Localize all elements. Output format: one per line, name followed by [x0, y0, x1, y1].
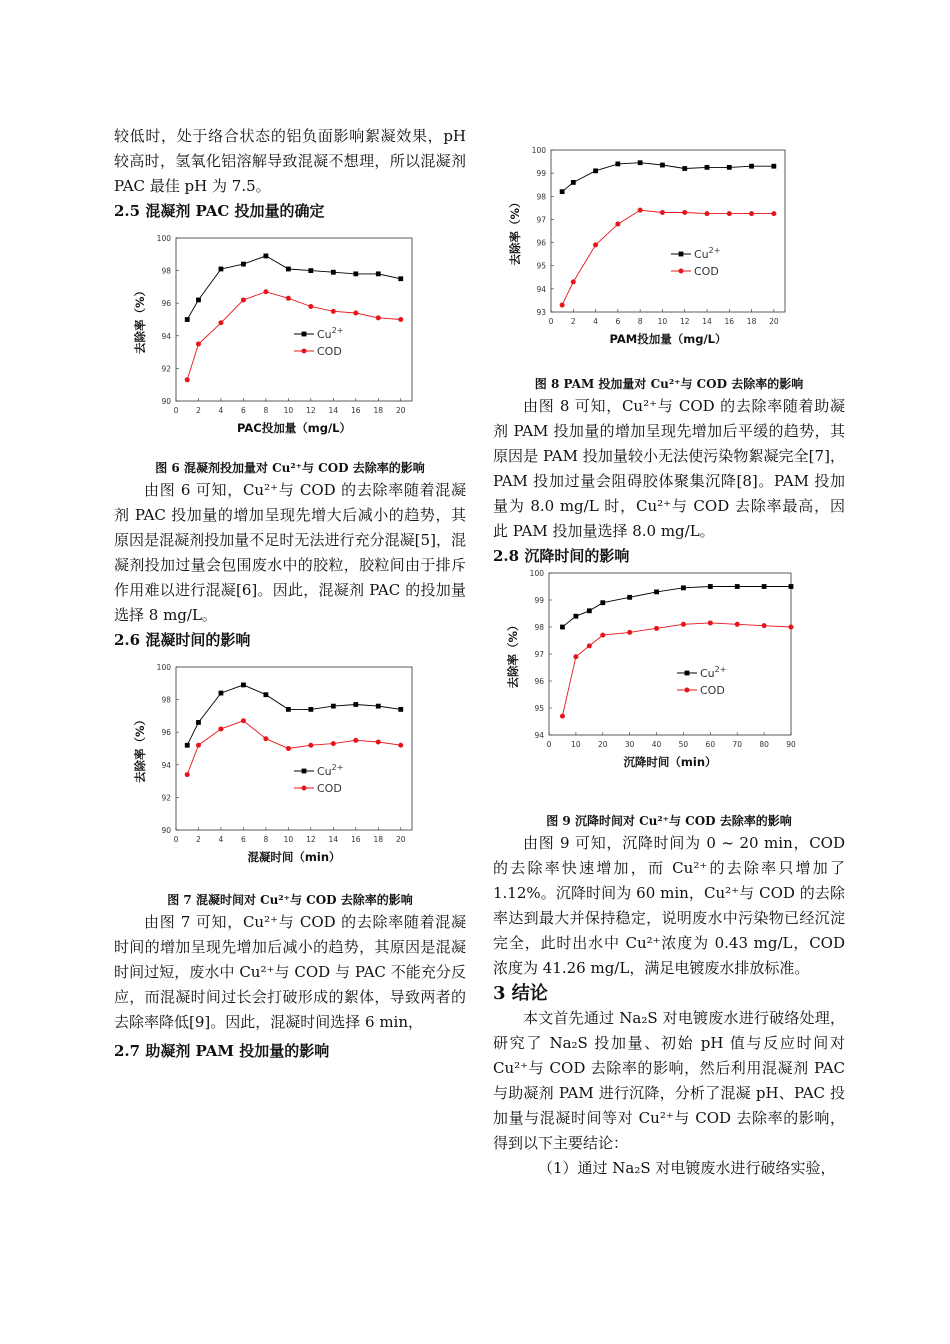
series-line [562, 623, 791, 716]
x-tick-label: 2 [570, 317, 576, 326]
legend-label: $Cu^{2+}$ [700, 665, 727, 680]
y-tick-label: 97 [534, 650, 544, 659]
x-tick-label: 6 [241, 406, 246, 415]
x-tick-label: 60 [705, 740, 716, 749]
data-point [241, 683, 246, 688]
y-tick-label: 95 [536, 261, 546, 271]
legend-marker [685, 671, 690, 676]
data-point [196, 720, 201, 725]
legend-marker [302, 786, 307, 791]
x-tick-label: 70 [732, 740, 742, 749]
legend-label: $Cu^{2+}$ [694, 246, 721, 261]
legend-label: COD [317, 782, 342, 795]
data-point [682, 210, 687, 215]
x-tick-label: 4 [218, 406, 224, 415]
data-point [593, 168, 598, 173]
x-tick-label: 0 [173, 835, 179, 844]
series-line [187, 292, 401, 380]
data-point [376, 271, 381, 276]
data-point [682, 166, 687, 171]
legend-marker [302, 769, 307, 774]
x-tick-label: 8 [263, 406, 269, 415]
figure-7-discussion: 由图 7 可知，Cu²⁺与 COD 的去除率随着混凝时间的增加呈现先增加后减小的趋势，其原因是混凝时间过短，废水中 Cu²⁺与 COD 与 PAC 不能充分反应，而混凝时间过长会打破形成的絮体，导致两者的去除率降低[9]。因此，混凝时间选择 6 min， [114, 913, 466, 1031]
y-tick-label: 94 [161, 331, 171, 341]
data-point [264, 254, 269, 259]
x-tick-label: 20 [769, 317, 779, 326]
figure-8-discussion: 由图 8 可知，Cu²⁺与 COD 的去除率随着助凝剂 PAM 投加量的增加呈现先增加后平缓的趋势，其原因是 PAM 投加量较小无法使污染物絮凝完全[7]，PAM 投加过量会阻碍胶体聚集沉降[8]。PAM 投加量为 8.0 mg/L 时，Cu²⁺与 COD 去除率最高，因此 PAM 投加量选择 8.0 mg/L。 [493, 397, 845, 540]
y-axis-label: 去除率（%） [508, 196, 522, 266]
data-point [308, 743, 313, 748]
data-point [660, 210, 665, 215]
series-line [562, 163, 774, 192]
y-tick-label: 98 [161, 266, 171, 276]
y-axis-label: 去除率（%） [133, 284, 147, 355]
data-point [353, 271, 358, 276]
data-point [218, 726, 223, 731]
data-point [762, 584, 767, 589]
data-point [749, 164, 754, 169]
y-tick-label: 93 [536, 308, 546, 317]
data-point [263, 736, 268, 741]
data-point [398, 743, 403, 748]
data-point [571, 279, 576, 284]
plot-frame [176, 667, 412, 830]
data-point [331, 270, 336, 275]
y-tick-label: 99 [536, 169, 546, 179]
data-point [241, 262, 246, 267]
data-point [771, 164, 776, 169]
figure-8-caption: 图 8 PAM 投加量对 Cu²⁺与 COD 去除率的影响 [534, 377, 804, 391]
conclusion-paragraph: 本文首先通过 Na₂S 对电镀废水进行破络处理，研究了 Na₂S 投加量、初始 pH 值与反应时间对 Cu²⁺与 COD 去除率的影响，然后利用混凝剂 PAC 与助凝剂 PAM 进行沉降，分析了混凝 pH、PAC 投加量与混凝时间等对 Cu²⁺与 COD 去除率的影响，得到以下主要结论： [493, 1009, 845, 1152]
series-line [562, 587, 791, 628]
data-point [638, 160, 643, 165]
x-tick-label: 8 [637, 317, 643, 326]
data-point [353, 702, 358, 707]
figure-9-chart [493, 569, 845, 801]
legend-marker [685, 688, 690, 693]
section-2-7-heading: 2.7 助凝剂 PAM 投加量的影响 [114, 1042, 330, 1060]
y-tick-label: 94 [161, 760, 171, 770]
y-tick-label: 90 [161, 826, 171, 835]
x-tick-label: 20 [598, 740, 608, 749]
x-tick-label: 16 [351, 406, 361, 415]
data-point [331, 309, 336, 314]
x-axis-label: 混凝时间（min） [247, 850, 341, 864]
x-tick-label: 30 [624, 740, 635, 749]
legend-label: COD [317, 345, 342, 358]
data-point [708, 584, 713, 589]
data-point [219, 267, 224, 272]
data-point [196, 341, 201, 346]
x-tick-label: 14 [702, 317, 712, 326]
legend-marker [302, 349, 307, 354]
x-tick-label: 4 [593, 317, 598, 326]
data-point [241, 297, 246, 302]
data-point [398, 317, 403, 322]
data-point [593, 242, 598, 247]
data-point [627, 630, 632, 635]
data-point [398, 276, 403, 281]
data-point [789, 584, 794, 589]
figure-6-discussion: 由图 6 可知，Cu²⁺与 COD 的去除率随着混凝剂 PAC 投加量的增加呈现先增大后减小的趋势，其原因是混凝剂投加量不足时无法进行充分混凝[5]，混凝剂投加过量会包围废水中的胶粒，胶粒间由于排斥作用难以进行混凝[6]。因此，混凝剂 PAC 的投加量选择 8 mg/L。 [114, 481, 466, 624]
y-tick-label: 98 [161, 695, 171, 705]
x-axis-label: PAM投加量（mg/L） [609, 332, 727, 346]
x-tick-label: 16 [351, 835, 361, 844]
series-line [187, 256, 401, 320]
y-axis-label: 去除率（%） [506, 619, 520, 689]
figure-9 [493, 569, 845, 801]
figure-6-caption: 图 6 混凝剂投加量对 Cu²⁺与 COD 去除率的影响 [155, 461, 425, 475]
data-point [735, 622, 740, 627]
data-point [353, 738, 358, 743]
figure-7 [114, 653, 466, 891]
data-point [308, 304, 313, 309]
conclusion-item-1: （1）通过 Na₂S 对电镀废水进行破络实验， [538, 1159, 836, 1177]
data-point [264, 692, 269, 697]
data-point [560, 714, 565, 719]
data-point [749, 211, 754, 216]
x-tick-label: 12 [306, 835, 316, 844]
figure-7-chart [114, 653, 466, 891]
data-point [681, 622, 686, 627]
data-point [185, 743, 190, 748]
data-point [308, 707, 313, 712]
data-point [600, 633, 605, 638]
figure-7-caption: 图 7 混凝时间对 Cu²⁺与 COD 去除率的影响 [167, 893, 413, 907]
figure-6 [114, 224, 466, 460]
intro-paragraph: 较低时，处于络合状态的铝负面影响絮凝效果，pH 较高时，氢氧化铝溶解导致混凝不想理，所以混凝剂 PAC 最佳 pH 为 7.5。 [114, 127, 466, 195]
data-point [771, 211, 776, 216]
section-2-6-heading: 2.6 混凝时间的影响 [114, 631, 251, 649]
data-point [789, 625, 794, 630]
left-column [114, 124, 466, 1064]
data-point [727, 165, 732, 170]
y-tick-label: 100 [156, 663, 171, 672]
series-line [562, 210, 774, 305]
data-point [263, 289, 268, 294]
x-tick-label: 10 [283, 835, 294, 844]
x-tick-label: 6 [615, 317, 621, 326]
data-point [638, 208, 643, 213]
legend-label: $Cu^{2+}$ [317, 326, 344, 341]
y-tick-label: 94 [534, 731, 544, 740]
legend-marker [679, 252, 684, 257]
x-tick-label: 40 [651, 740, 662, 749]
legend-marker [679, 269, 684, 274]
x-tick-label: 6 [241, 835, 246, 844]
data-point [286, 746, 291, 751]
y-tick-label: 100 [156, 234, 171, 243]
data-point [571, 180, 576, 185]
plot-frame [549, 573, 791, 735]
data-point [573, 654, 578, 659]
x-tick-label: 2 [196, 406, 201, 415]
x-axis-label: PAC投加量（mg/L） [237, 421, 351, 435]
data-point [681, 585, 686, 590]
x-tick-label: 14 [328, 835, 339, 844]
data-point [560, 303, 565, 308]
x-tick-label: 16 [724, 317, 735, 326]
x-tick-label: 18 [746, 317, 757, 326]
data-point [286, 707, 291, 712]
x-tick-label: 50 [678, 740, 689, 749]
x-tick-label: 0 [546, 740, 552, 749]
legend-label: COD [700, 684, 725, 697]
y-tick-label: 98 [534, 623, 544, 632]
x-axis-label: 沉降时间（min） [623, 755, 717, 769]
x-tick-label: 10 [283, 406, 294, 415]
x-tick-label: 18 [373, 406, 384, 415]
y-tick-label: 90 [161, 397, 171, 406]
data-point [376, 315, 381, 320]
data-point [573, 614, 578, 619]
data-point [196, 743, 201, 748]
section-3-heading: 3 结论 [493, 983, 548, 1004]
x-tick-label: 14 [328, 406, 339, 415]
legend-marker [302, 332, 307, 337]
x-tick-label: 18 [373, 835, 384, 844]
y-tick-label: 98 [536, 192, 546, 202]
data-point [615, 222, 620, 227]
data-point [727, 211, 732, 216]
data-point [308, 268, 313, 273]
data-point [615, 161, 620, 166]
y-tick-label: 96 [534, 677, 544, 686]
data-point [286, 267, 291, 272]
y-tick-label: 94 [536, 284, 546, 294]
data-point [241, 718, 246, 723]
x-tick-label: 80 [759, 740, 769, 749]
data-point [660, 163, 665, 168]
y-tick-label: 99 [534, 596, 544, 605]
y-tick-label: 100 [531, 146, 546, 155]
data-point [185, 317, 190, 322]
data-point [654, 626, 659, 631]
x-tick-label: 2 [196, 835, 201, 844]
data-point [218, 320, 223, 325]
data-point [398, 707, 403, 712]
x-tick-label: 10 [571, 740, 581, 749]
data-point [705, 211, 710, 216]
x-tick-label: 0 [173, 406, 179, 415]
figure-8-chart [493, 146, 845, 346]
y-tick-label: 96 [161, 299, 171, 309]
x-tick-label: 12 [679, 317, 690, 326]
data-point [331, 704, 336, 709]
x-tick-label: 20 [395, 835, 406, 844]
x-tick-label: 20 [395, 406, 406, 415]
data-point [219, 691, 224, 696]
figure-9-discussion: 由图 9 可知，沉降时间为 0 ~ 20 min，COD 的去除率快速增加，而 Cu²⁺的去除率只增加了 1.12%。沉降时间为 60 min，Cu²⁺与 COD 的去除率达到最大并保持稳定，说明废水中污染物已经沉淀完全，此时出水中 Cu²⁺浓度为 0.43 mg/L，COD 浓度为 41.26 mg/L，满足电镀废水排放标准。 [493, 834, 845, 977]
data-point [600, 600, 605, 605]
x-tick-label: 0 [548, 317, 554, 326]
data-point [185, 772, 190, 777]
legend-label: $Cu^{2+}$ [317, 763, 344, 778]
x-tick-label: 10 [657, 317, 668, 326]
figure-8 [493, 146, 845, 346]
y-axis-label: 去除率（%） [133, 713, 147, 784]
data-point [587, 643, 592, 648]
x-tick-label: 4 [218, 835, 224, 844]
y-tick-label: 96 [161, 728, 171, 738]
right-column [493, 146, 845, 1181]
section-2-5-heading: 2.5 混凝剂 PAC 投加量的确定 [114, 202, 325, 220]
data-point [705, 165, 710, 170]
x-tick-label: 12 [306, 406, 316, 415]
data-point [376, 704, 381, 709]
data-point [560, 189, 565, 194]
data-point [353, 310, 358, 315]
figure-6-chart [114, 224, 466, 460]
data-point [286, 296, 291, 301]
plot-frame [551, 150, 785, 312]
data-point [735, 584, 740, 589]
data-point [587, 608, 592, 613]
y-tick-label: 97 [536, 215, 546, 225]
data-point [196, 298, 201, 303]
legend-label: COD [694, 265, 719, 278]
y-tick-label: 96 [536, 238, 546, 248]
data-point [654, 590, 659, 595]
data-point [331, 741, 336, 746]
y-tick-label: 92 [161, 364, 171, 374]
x-tick-label: 8 [263, 835, 269, 844]
data-point [627, 595, 632, 600]
y-tick-label: 95 [534, 704, 544, 713]
data-point [185, 377, 190, 382]
data-point [376, 739, 381, 744]
data-point [708, 620, 713, 625]
data-point [762, 623, 767, 628]
data-point [560, 625, 565, 630]
x-tick-label: 90 [786, 740, 796, 749]
figure-9-caption: 图 9 沉降时间对 Cu²⁺与 COD 去除率的影响 [546, 814, 792, 828]
y-tick-label: 92 [161, 793, 171, 803]
y-tick-label: 100 [529, 569, 544, 578]
section-2-8-heading: 2.8 沉降时间的影响 [493, 547, 630, 565]
